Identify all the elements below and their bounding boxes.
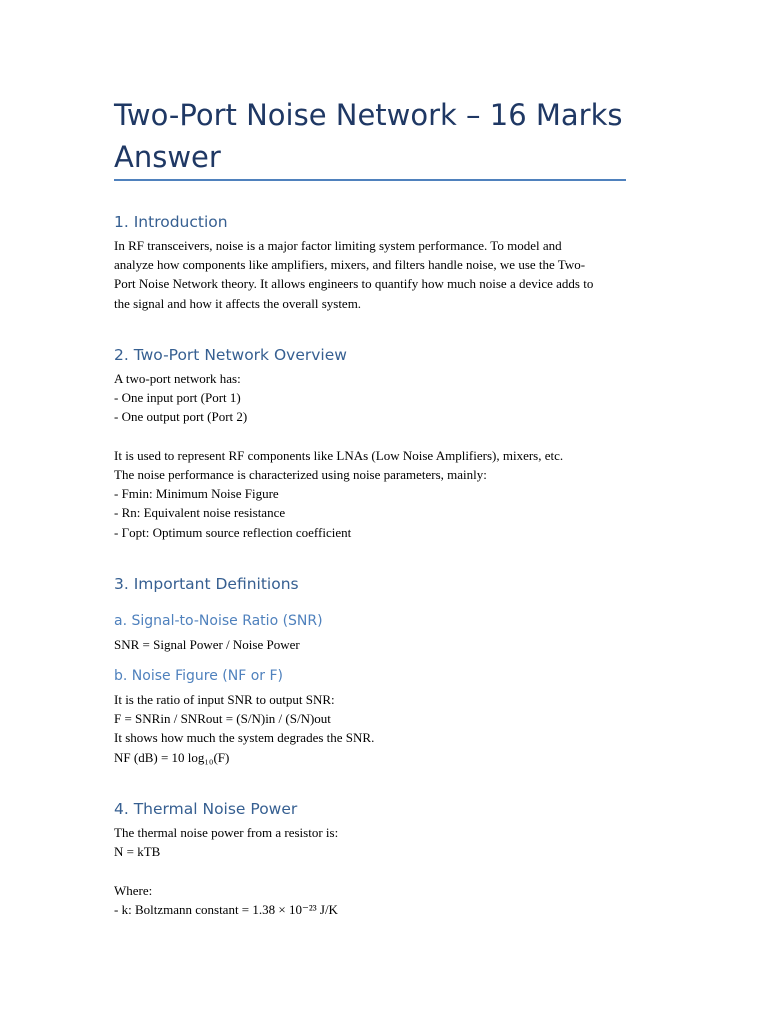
paragraph-line: The noise performance is characterized using noise parameters, mainly: bbox=[114, 467, 487, 482]
title-underline-divider bbox=[114, 179, 626, 181]
paragraph-line: the signal and how it affects the overall system. bbox=[114, 295, 362, 311]
section-two-port-overview-body bbox=[114, 369, 644, 542]
paragraph-line: It is used to represent RF components like LNAs (Low Noise Amplifiers), mixers, etc. bbox=[114, 447, 564, 463]
list-item: - One output port (Port 2) bbox=[114, 409, 248, 425]
subsection-heading-noise-figure: b. Noise Figure (NF or F) bbox=[114, 668, 283, 684]
subsection-heading-snr: a. Signal-to-Noise Ratio (SNR) bbox=[114, 613, 323, 629]
paragraph-line: Where: bbox=[114, 882, 153, 898]
paragraph-line: Port Noise Network theory. It allows engineers to quantify how much noise a device adds to bbox=[114, 276, 594, 292]
section-heading-thermal-noise-power: 4. Thermal Noise Power bbox=[114, 800, 298, 818]
page-title-line-2: Answer bbox=[114, 140, 221, 174]
formula-line: NF (dB) = 10 log₁₀(F) bbox=[114, 749, 230, 765]
section-thermal-noise-body bbox=[114, 823, 644, 919]
paragraph-line: It is the ratio of input SNR to output SNR: bbox=[114, 692, 335, 707]
formula-line: N = kTB bbox=[114, 844, 161, 860]
section-heading-important-definitions: 3. Important Definitions bbox=[114, 575, 299, 593]
blank-line bbox=[114, 427, 644, 446]
list-item: - One input port (Port 1) bbox=[114, 390, 241, 406]
section-heading-introduction: 1. Introduction bbox=[114, 213, 228, 231]
list-item: - Fmin: Minimum Noise Figure bbox=[114, 486, 279, 502]
paragraph-line: analyze how components like amplifiers, mixers, and filters handle noise, we use the Two- bbox=[114, 257, 586, 273]
list-item: - Rn: Equivalent noise resistance bbox=[114, 505, 286, 521]
formula-line: F = SNRin / SNRout = (S/N)in / (S/N)out bbox=[114, 711, 331, 727]
subsection-noise-figure-body bbox=[114, 690, 644, 767]
page-title-line-1: Two-Port Noise Network – 16 Marks bbox=[114, 98, 623, 132]
list-item: - Γopt: Optimum source reflection coefficient bbox=[114, 524, 352, 540]
paragraph-line: The thermal noise power from a resistor is: bbox=[114, 825, 339, 840]
list-item: - k: Boltzmann constant = 1.38 × 10⁻²³ J/K bbox=[114, 901, 338, 917]
paragraph-line: A two-port network has: bbox=[114, 371, 241, 386]
blank-line bbox=[114, 861, 644, 880]
subsection-snr-body bbox=[114, 635, 644, 654]
paragraph-line: In RF transceivers, noise is a major factor limiting system performance. To model and bbox=[114, 238, 562, 253]
section-heading-two-port-overview: 2. Two-Port Network Overview bbox=[114, 346, 347, 364]
paragraph-line: It shows how much the system degrades the SNR. bbox=[114, 730, 375, 746]
formula-line: SNR = Signal Power / Noise Power bbox=[114, 637, 300, 652]
page-title bbox=[114, 94, 626, 178]
section-introduction-body bbox=[114, 236, 644, 313]
